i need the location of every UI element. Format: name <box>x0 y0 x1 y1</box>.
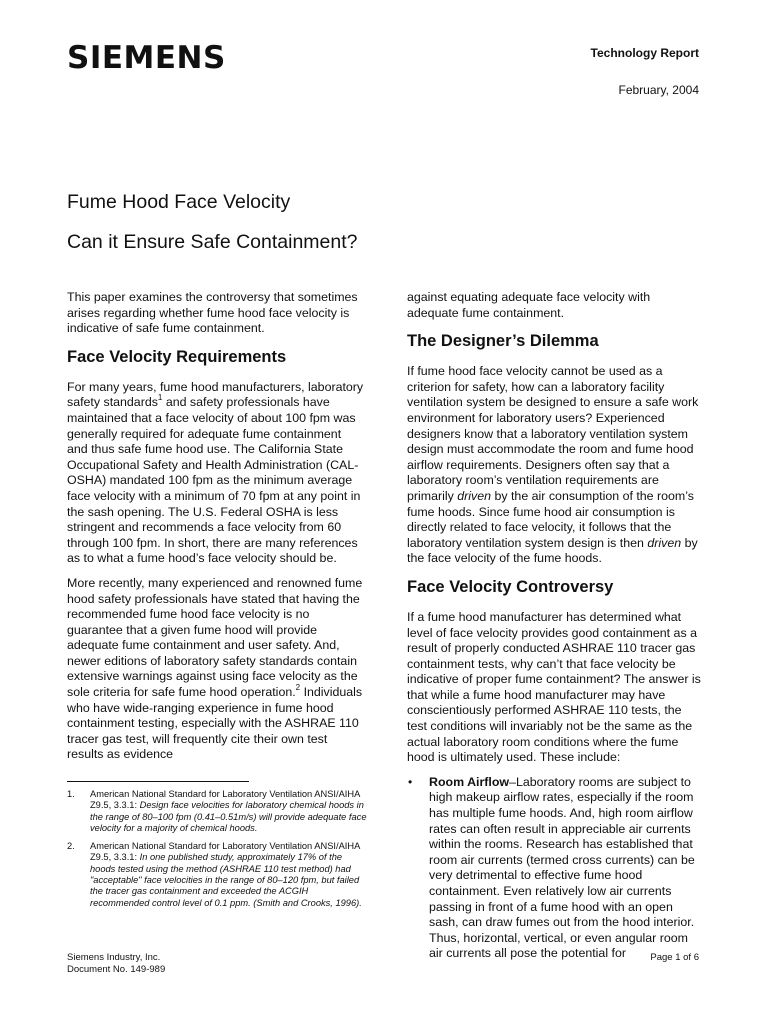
section-heading-designers-dilemma: The Designer’s Dilemma <box>407 332 599 351</box>
footnote-divider <box>67 781 249 782</box>
requirements-paragraph-2: More recently, many experienced and renowned fume hood safety professionals have stated that having the recommended fume hood face velocity is no guarantee that a given fume hood will provide adequate fume containment and user safety. And, newer editions of laboratory safety standards contain extensive warnings against using face velocity as the sole criteria for safe fume hood operation.$^2$ Individuals who have wide-ranging experience in fume hood containment testing, especially with the ASHRAE 110 tracer gas test, will frequently cite their own test results as evidence <box>67 575 363 762</box>
requirements-paragraph-1: For many years, fume hood manufacturers, laboratory safety standards$^1$ and safety professionals have maintained that a face velocity of about 100 fpm was generally required for adequate fume containment and thus safe fume hood use. The California State Occupational Safety and Health Administration (CAL-OSHA) mandated 100 fpm as the minimum average face velocity with a minimum of 70 fpm at any point in the sash opening. The U.S. Federal OSHA is less stringent and recommends a face velocity from 60 through 100 fpm. In short, there are many references as to what a fume hood’s face velocity should be. <box>67 379 364 566</box>
page-number: Page 1 of 6 <box>650 952 699 963</box>
footnote-2: 2. American National Standard for Laboratory Ventilation ANSI/AIHA Z9.5, 3.3.1: In one published study, approximately 17% of the hoods tested using the method (ASHRAE 110 test method) had "acceptable" face velocities in the range of 80–120 fpm, but failed the tracer gas containment and exceeded the ACGIH recommended control level of 0.1 ppm. (Smith and Crooks, 1996). <box>67 841 362 908</box>
bullet-room-airflow <box>407 775 702 962</box>
footer-company: Siemens Industry, Inc. Document No. 149-989 <box>67 952 166 975</box>
footnote-ref-1: 1 <box>157 393 163 403</box>
report-type-label: Technology Report <box>590 46 699 60</box>
footnote-1: 1. American National Standard for Laboratory Ventilation ANSI/AIHA Z9.5, 3.3.1: Design face velocities for laboratory chemical hoods in the range of 80–100 fpm (0.41–0.51m/s) will provide adequate face velocity for a majority of chemical hoods. <box>67 789 367 833</box>
right-column <box>407 290 702 962</box>
bullet-dot-icon: • <box>408 774 413 789</box>
report-date: February, 2004 <box>618 83 699 97</box>
intro-paragraph: This paper examines the controversy that sometimes arises regarding whether fume hood face velocity is indicative of safe fume containment. <box>67 290 358 336</box>
bullet-term: Room Airflow <box>429 774 510 789</box>
continued-paragraph: against equating adequate face velocity with adequate fume containment. <box>407 290 651 320</box>
siemens-logo: SIEMENS <box>67 40 226 76</box>
controversy-paragraph: If a fume hood manufacturer has determined what level of face velocity provides good containment as a result of properly conducted ASHRAE 110 tracer gas containment tests, why can’t that face velocity be indicative of proper fume containment? The answer is that while a fume hood manufacturer may have conscientiously performed ASHRAE 110 tests, the test conditions will invariably not be the same as the actual laboratory room conditions where the fume hood is ultimately used. These include: <box>407 609 701 765</box>
section-heading-face-velocity-controversy: Face Velocity Controversy <box>407 577 614 596</box>
footnote-ref-2: 2 <box>295 682 301 692</box>
document-number: Document No. 149-989 <box>67 963 166 975</box>
bullet-text: –Laboratory rooms are subject to high makeup airflow rates, especially if the room has multiple fume hoods. And, high room airflow rates can often result in appreciable air currents within the rooms. Research has established that room air currents (termed cross currents) can be very detrimental to effective fume hood containment. Even relatively low air currents passing in front of a fume hood with an open sash, can draw fumes out from the hood interior. Thus, horizontal, vertical, or even angular room air currents all pose the potential for <box>429 774 695 961</box>
document-title: Fume Hood Face Velocity <box>67 191 291 213</box>
document-subtitle: Can it Ensure Safe Containment? <box>67 231 358 253</box>
section-heading-face-velocity-requirements: Face Velocity Requirements <box>67 347 287 366</box>
left-column <box>67 290 365 772</box>
dilemma-paragraph: If fume hood face velocity cannot be used as a criterion for safety, how can a laboratory facility ventilation system be designed to ensure a safe work environment for laboratory users? Experienced designers know that a laboratory ventilation system design must accommodate the room and fume hood airflow requirements. Designers often say that a laboratory room’s ventilation requirements are primarily driven by the air consumption of the room’s fume hoods. Since fume hood air consumption is directly related to face velocity, it follows that the laboratory ventilation system design is then driven by the face velocity of the fume hoods. <box>407 364 699 566</box>
footnotes <box>67 789 367 916</box>
